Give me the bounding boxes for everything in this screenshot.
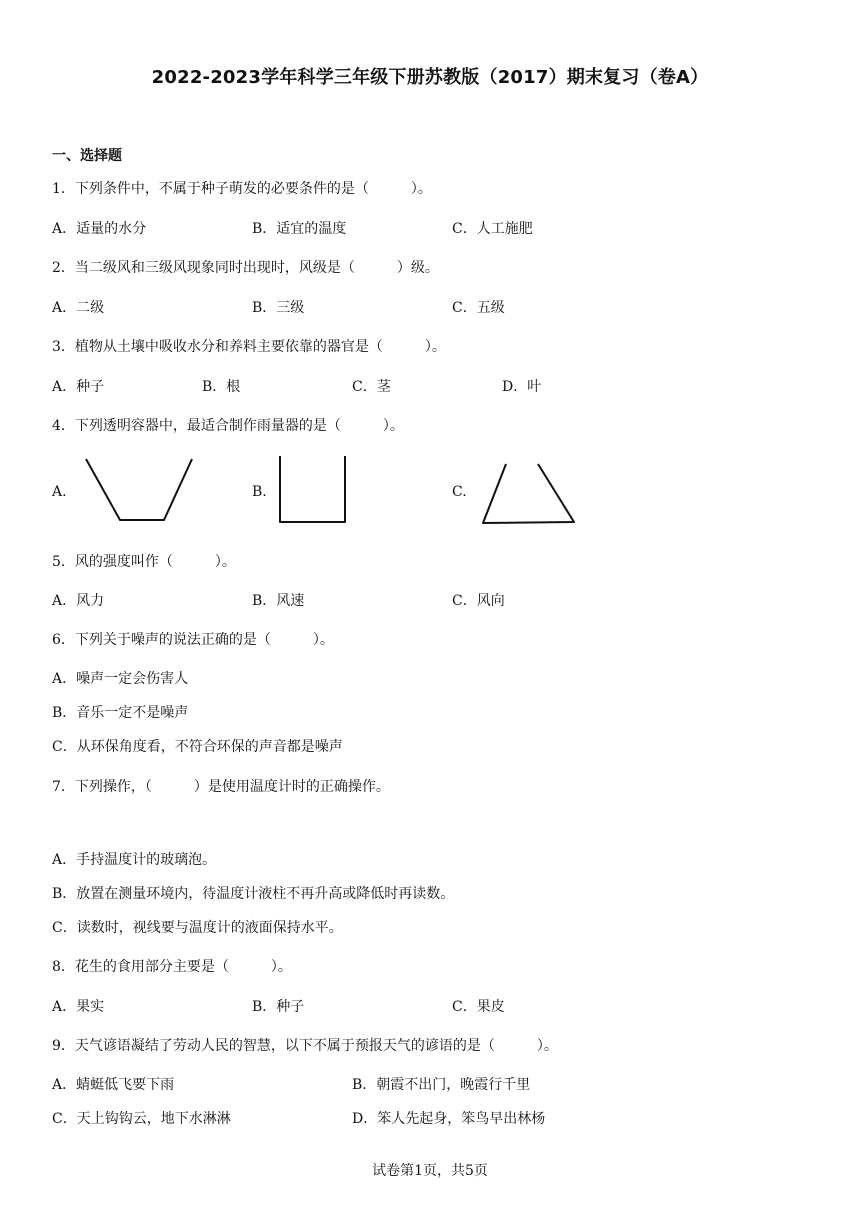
question-9-option-d: D．笨人先起身，笨鸟早出林杨 <box>352 1111 546 1127</box>
question-1-stem: 1．下列条件中，不属于种子萌发的必要条件的是（ ）。 <box>52 181 432 197</box>
question-2-option-c: C．五级 <box>452 300 505 316</box>
question-9-option-b: B．朝霞不出门，晚霞行千里 <box>352 1077 531 1093</box>
question-9-option-a: A．蜻蜓低飞要下雨 <box>52 1077 175 1093</box>
question-6-option-c: C．从环保角度看，不符合环保的声音都是噪声 <box>52 739 343 755</box>
question-2-stem: 2．当二级风和三级风现象同时出现时，风级是（ ）级。 <box>52 260 439 276</box>
question-7-option-a: A．手持温度计的玻璃泡。 <box>52 852 217 868</box>
container-a-outline <box>86 459 192 520</box>
question-8-stem: 8．花生的食用部分主要是（ ）。 <box>52 959 292 975</box>
question-4-option-c: C. <box>452 484 467 500</box>
container-b-outline <box>280 456 345 522</box>
question-8-option-a: A．果实 <box>52 999 105 1015</box>
question-3-stem: 3．植物从土壤中吸收水分和养料主要依靠的器官是（ ）。 <box>52 339 446 355</box>
question-2-option-b: B．三级 <box>252 300 305 316</box>
question-6-option-b: B．音乐一定不是噪声 <box>52 705 189 721</box>
question-9-option-c: C．天上钩钩云，地下水淋淋 <box>52 1111 231 1127</box>
question-7-stem: 7．下列操作，（ ）是使用温度计时的正确操作。 <box>52 779 390 795</box>
question-6-stem: 6．下列关于噪声的说法正确的是（ ）。 <box>52 632 334 648</box>
question-8-option-c: C．果皮 <box>452 999 505 1015</box>
question-5-option-b: B．风速 <box>252 593 305 609</box>
question-4-option-b: B. <box>252 484 267 500</box>
question-1-option-a: A．适量的水分 <box>52 221 147 237</box>
question-5-option-a: A．风力 <box>52 593 105 609</box>
question-7-option-b: B．放置在测量环境内，待温度计液柱不再升高或降低时再读数。 <box>52 886 455 902</box>
question-7-option-c: C．读数时，视线要与温度计的液面保持水平。 <box>52 920 343 936</box>
question-3-option-d: D．叶 <box>502 379 542 395</box>
container-a-diagram <box>80 455 200 527</box>
question-4-option-a: A. <box>52 484 67 500</box>
page-title: 2022-2023学年科学三年级下册苏教版（2017）期末复习（卷A） <box>151 67 709 88</box>
question-3-option-a: A．种子 <box>52 379 105 395</box>
question-3-option-b: B．根 <box>202 379 241 395</box>
question-8-option-b: B．种子 <box>252 999 305 1015</box>
container-b-diagram <box>276 453 350 527</box>
container-c-outline <box>483 464 574 523</box>
question-3-option-c: C．茎 <box>352 379 391 395</box>
section-heading: 一、选择题 <box>52 148 122 164</box>
question-5-option-c: C．风向 <box>452 593 505 609</box>
question-1-option-b: B．适宜的温度 <box>252 221 347 237</box>
container-c-diagram <box>478 460 582 528</box>
page-footer: 试卷第1页，共5页 <box>372 1163 488 1179</box>
question-4-stem: 4．下列透明容器中，最适合制作雨量器的是（ ）。 <box>52 418 404 434</box>
question-5-stem: 5．风的强度叫作（ ）。 <box>52 554 236 570</box>
question-1-option-c: C．人工施肥 <box>452 221 533 237</box>
question-6-option-a: A．噪声一定会伤害人 <box>52 671 189 687</box>
question-2-option-a: A．二级 <box>52 300 105 316</box>
question-9-stem: 9．天气谚语凝结了劳动人民的智慧，以下不属于预报天气的谚语的是（ ）。 <box>52 1038 558 1054</box>
